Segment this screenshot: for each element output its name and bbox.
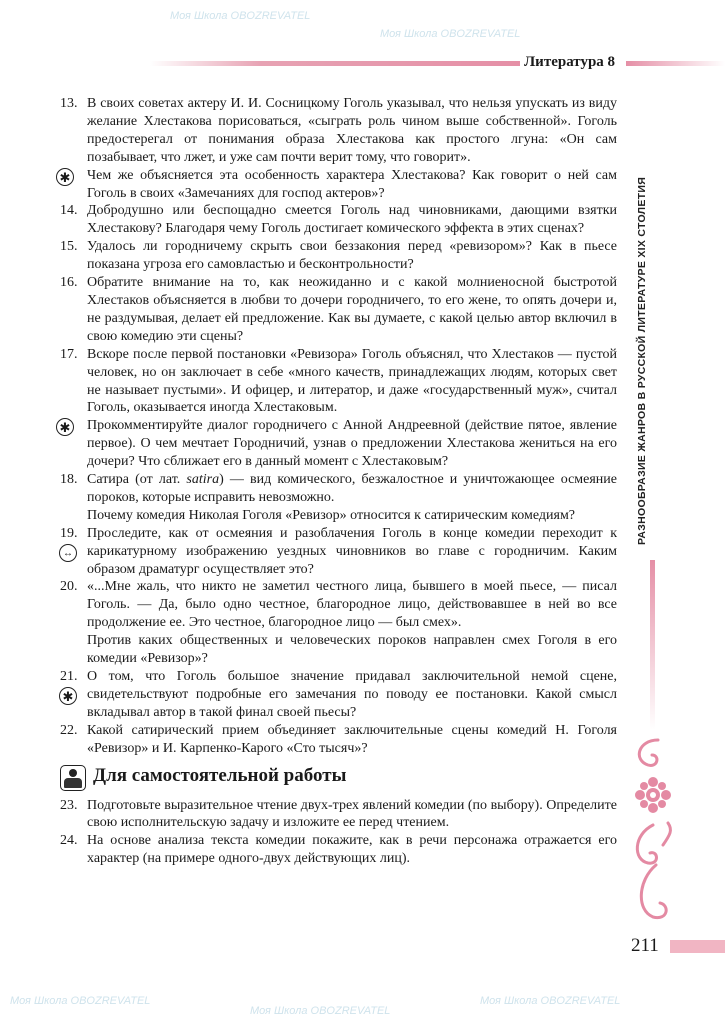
definition-text xyxy=(87,472,617,505)
note-text: Прокомментируйте диалог городничего с Анной Андреевной (действие пятое, явление первое). О чем мечтает Городничий, узнав о предложении Хлестакова жениться на его дочери? Что сближает его в данный момент с Хлестаковым? xyxy=(87,418,617,470)
watermark: Моя Школа OBOZREVATEL xyxy=(480,995,621,1007)
header-rule xyxy=(150,61,520,66)
question-number: 13. xyxy=(60,96,78,111)
question-text: Удалось ли городничему скрыть свои беззакония перед «ревизором»? Как в пьесе показана угроза его самовластью и бесконтрольности? xyxy=(87,239,617,273)
question-number: 22. xyxy=(60,722,78,738)
task-number: 24. xyxy=(60,833,78,849)
question-number: 19. xyxy=(60,525,78,541)
question-13-note xyxy=(60,167,617,203)
question-19 xyxy=(60,525,617,579)
question-text: Добродушно или беспощадно смеется Гоголь над чиновниками, дающими взятки Хлестакову? Благодаря чему Гоголь достигает комического эффекта в этих сценах? xyxy=(87,203,617,237)
watermark: Моя Школа OBOZREVATEL xyxy=(170,10,311,22)
text-part: ) — вид комического, безжалостное и уничтожающее осмеяние пороков, которые исправить невозможно. xyxy=(87,472,617,505)
question-number: 20. xyxy=(60,579,78,595)
question-text: В своих советах актеру И. И. Сосницкому Гоголь указывал, что нельзя упускать из виду желание Хлестакова порисоваться, «сыграть роль чином выше собственной». Гоголь предостерегал от понимания образа Хлестакова как простого лгуна: «Он сам позабывает, что лжет, и уже сам почти верит тому, что говорит». xyxy=(87,96,617,165)
compare-arrows-icon: ↔ xyxy=(59,544,77,562)
question-20 xyxy=(60,578,617,668)
question-17-note xyxy=(60,417,617,471)
section-heading xyxy=(60,765,617,793)
question-number: 18. xyxy=(60,472,78,488)
question-text: Проследите, как от осмеяния и разоблачения Гоголь в конце комедии переходит к карикатурному изображению уездных чиновников во главе с городничим. Каким образом драматург осуществляет это? xyxy=(87,525,617,577)
question-22 xyxy=(60,722,617,758)
section-title: Для самостоятельной работы xyxy=(93,764,347,786)
quote-text: «...Мне жаль, что никто не заметил честного лица, бывшего в моей пьесе, — писал Гоголь. — Да, было одно честное, благородное лицо, действовавшее в ней во все продолжение ее. Это честное, благородное лицо — был смех». xyxy=(87,579,617,631)
question-number: 21. xyxy=(60,669,78,684)
question-16 xyxy=(60,274,617,346)
question-text: Вскоре после первой постановки «Ревизора» Гоголь объяснял, что Хлестаков — пустой человек, но он заключает в себе «много качеств, принадлежащих людям, которых свет не называет пустыми». И офицер, и литератор, и даже «государственный муж», считал Гоголь, оказывается иногда Хлестаковым. xyxy=(87,346,617,416)
asterisk-circle-icon: ✱ xyxy=(59,687,77,705)
question-number: 17. xyxy=(60,346,78,362)
question-18 xyxy=(60,471,617,525)
asterisk-circle-icon: ✱ xyxy=(56,418,74,436)
page-number-bar xyxy=(670,940,725,953)
question-21 xyxy=(60,668,617,722)
question-text: Какой сатирический прием объединяет заключительные сцены комедий Н. Гоголя «Ревизор» и И. Карпенко-Карого «Сто тысяч»? xyxy=(87,722,617,756)
task-text: Подготовьте выразительное чтение двух-трех явлений комедии (по выбору). Определите свою исполнительскую задачу и изложите ее перед чтением. xyxy=(87,797,617,831)
note-text: Чем же объясняется эта особенность характера Хлестакова? Как говорит о ней сам Гоголь в своих «Замечаниях для господ актеров»? xyxy=(87,167,617,201)
question-text: Против каких общественных и человеческих пороков направлен смех Гоголя в его комедии «Ревизор»? xyxy=(87,633,617,667)
latin-term: satira xyxy=(186,472,220,488)
task-23 xyxy=(60,797,617,833)
question-number: 15. xyxy=(60,239,78,255)
task-text: На основе анализа текста комедии покажите, как в речи персонажа отражается его характер (на примере одного-двух действующих лиц). xyxy=(87,833,617,867)
page-number: 211 xyxy=(631,935,659,956)
watermark: Моя Школа OBOZREVATEL xyxy=(10,995,151,1007)
question-15 xyxy=(60,238,617,274)
asterisk-circle-icon: ✱ xyxy=(56,168,74,186)
question-number: 14. xyxy=(60,203,78,219)
floral-ornament-icon xyxy=(628,735,678,935)
header-rule-right xyxy=(626,61,725,66)
question-13 xyxy=(60,95,617,167)
page-content xyxy=(60,95,617,868)
task-number: 23. xyxy=(60,797,78,813)
question-14 xyxy=(60,202,617,238)
header-title: Литература 8 xyxy=(524,54,616,70)
question-text: О том, что Гоголь большое значение придавал заключительной немой сцене, свидетельствуют подробные его замечания по поводу ее постановки. Какой смысл вкладывал автор в такой финал своей пьесы? xyxy=(87,669,617,720)
watermark: Моя Школа OBOZREVATEL xyxy=(250,1005,391,1017)
text-part: Сатира (от лат. xyxy=(87,472,187,488)
question-number: 16. xyxy=(60,275,78,291)
side-rule xyxy=(650,560,655,730)
question-text: Обратите внимание на то, как неожиданно и с какой молниеносной быстротой Хлестаков объясняется в любви то дочери городничего, то его жене, то опять дочери и, не раздумывая, делает ей предложение. Как вы думаете, с какой целью автор включил в свою комедию эти сцены? xyxy=(87,275,617,344)
watermark: Моя Школа OBOZREVATEL xyxy=(380,28,521,40)
reader-icon xyxy=(60,765,86,791)
question-text: Почему комедия Николая Гоголя «Ревизор» относится к сатирическим комедиям? xyxy=(87,507,576,523)
side-chapter-label: РАЗНООБРАЗИЕ ЖАНРОВ В РУССКОЙ ЛИТЕРАТУРЕ XIX СТОЛЕТИЯ xyxy=(636,176,648,545)
question-17 xyxy=(60,346,617,418)
task-24 xyxy=(60,832,617,868)
